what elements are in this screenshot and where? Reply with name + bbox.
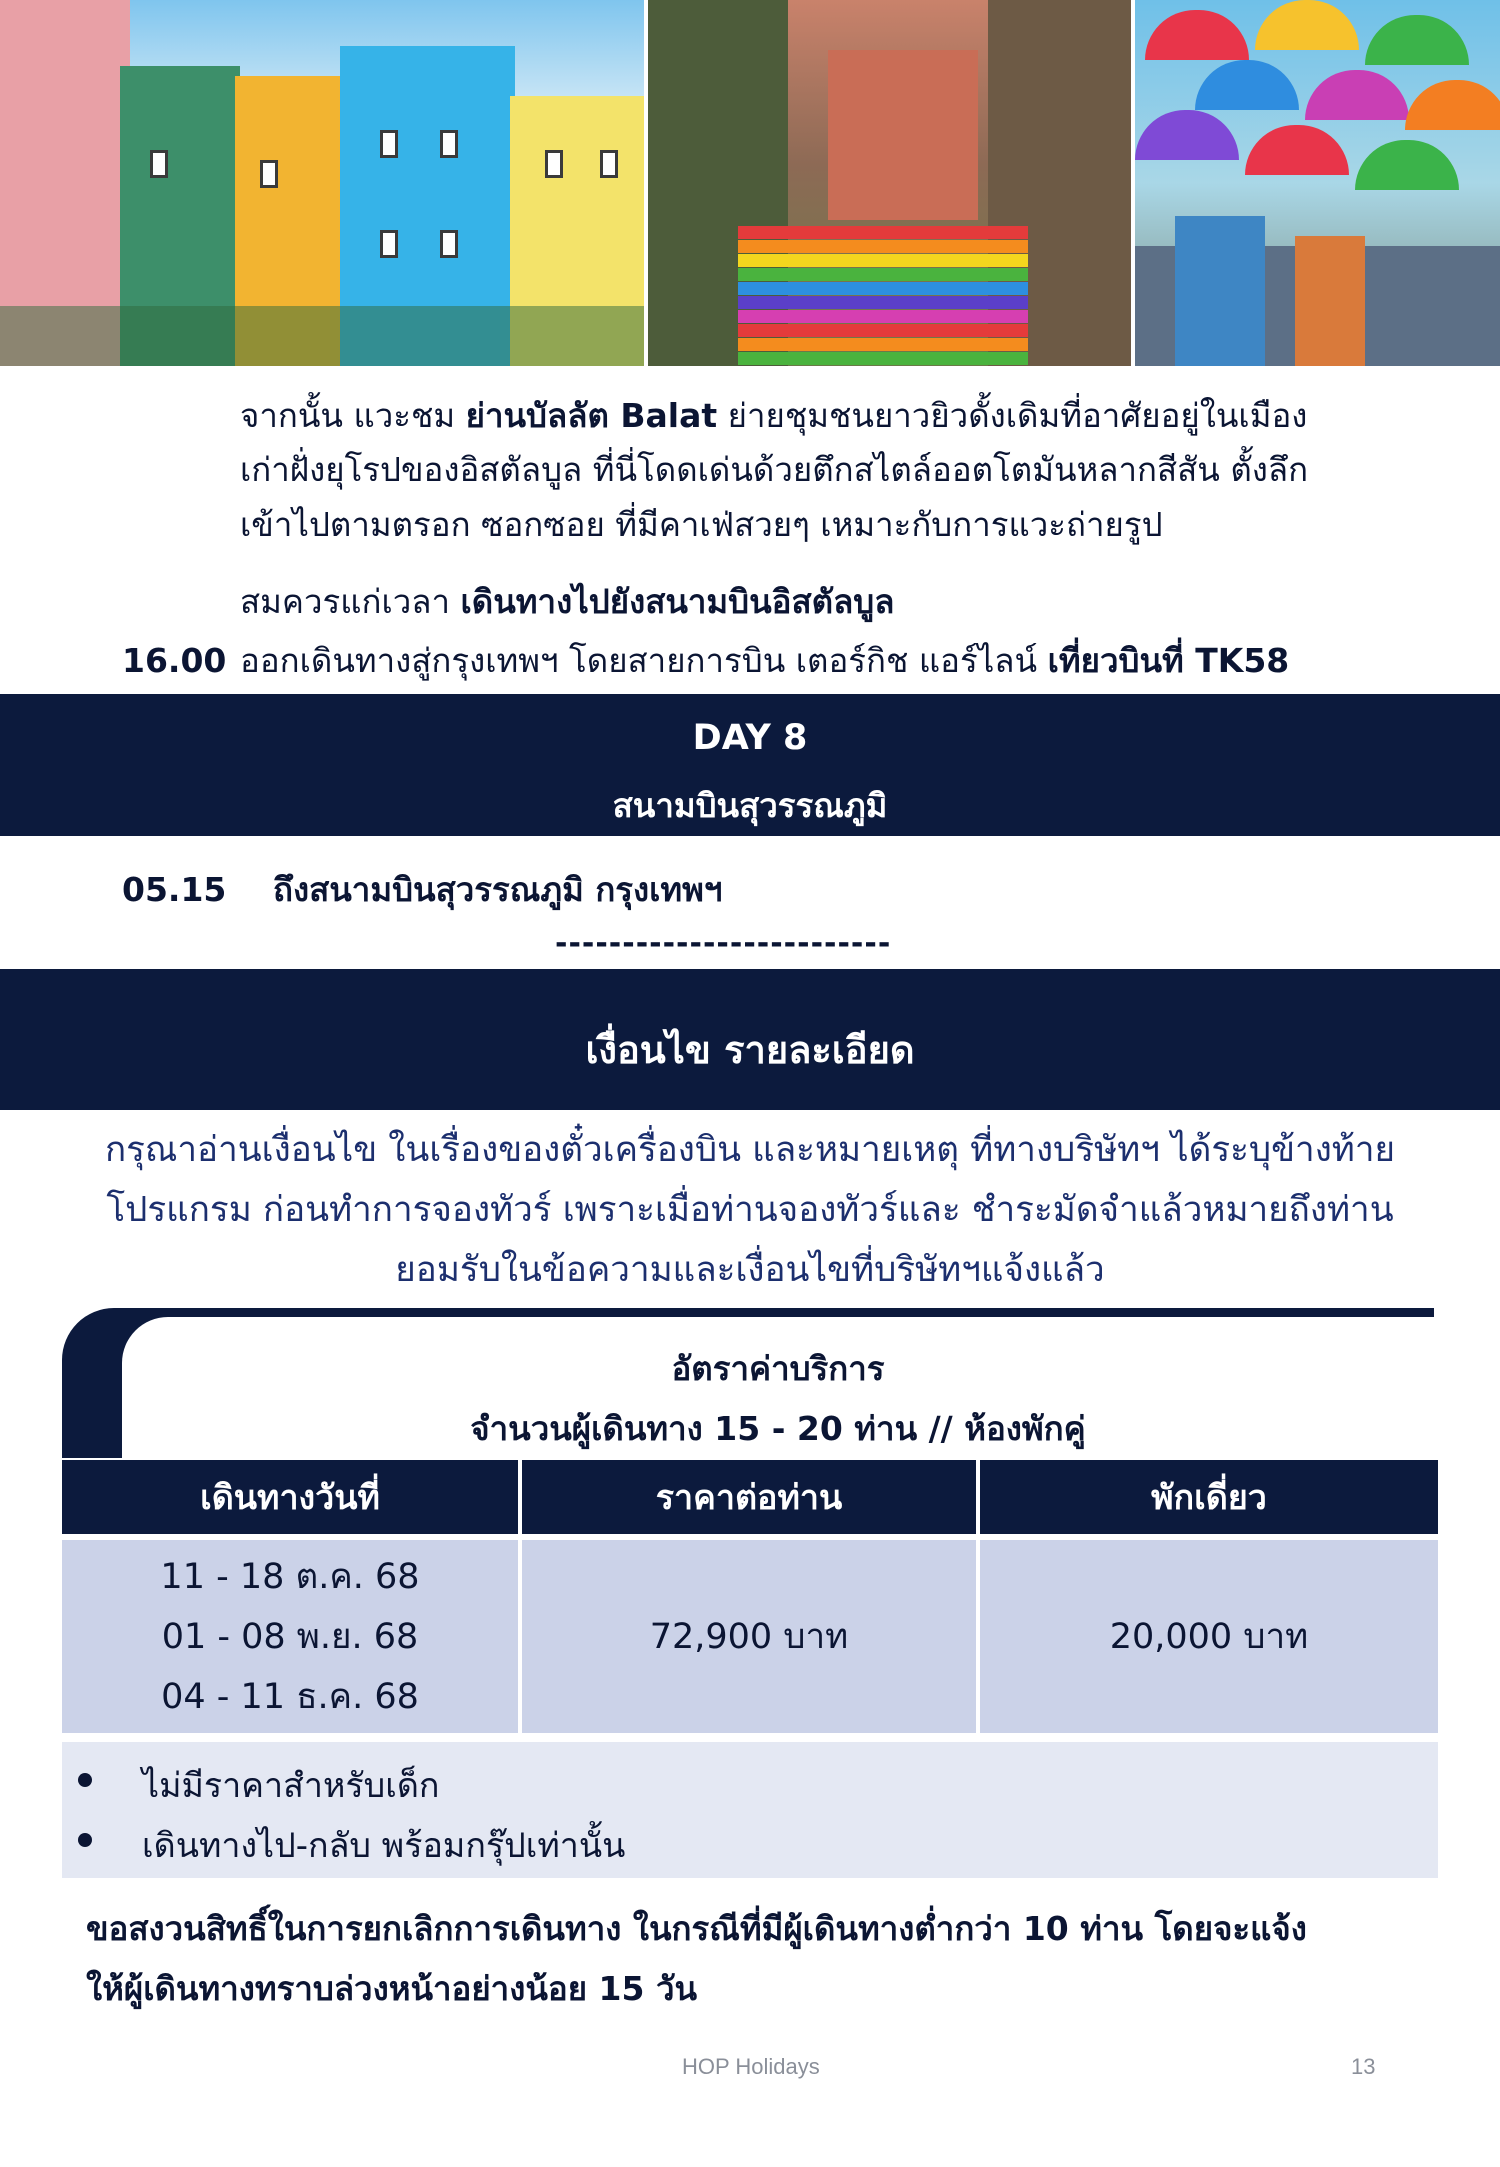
- intro-line-3: เข้าไปตามตรอก ซอกซอย ที่มีคาเฟ่สวยๆ เหมาะกับการแวะถ่ายรูป: [240, 505, 1163, 544]
- travel-dates-cell: [62, 1537, 520, 1733]
- intro-line-4: สมควรแก่เวลา เดินทางไปยังสนามบินอิสตัลบูล: [240, 582, 895, 621]
- balat-houses-photo: [0, 0, 644, 366]
- conditions-paragraph: [40, 1120, 1460, 1300]
- cancellation-note-line-1: ขอสงวนสิทธิ์ในการยกเลิกการเดินทาง ในกรณีที่มีผู้เดินทางต่ำกว่า 10 ท่าน โดยจะแจ้ง: [86, 1909, 1307, 1948]
- rate-table-header-row: [62, 1460, 1438, 1537]
- rate-subtitle: จำนวนผู้เดินทาง 15 - 20 ท่าน // ห้องพักคู่: [470, 1409, 1086, 1448]
- separator-dashes: -------------------------: [555, 926, 892, 961]
- table-row: [62, 1537, 1438, 1733]
- day8-subtitle: สนามบินสุวรรณภูมิ: [612, 786, 888, 825]
- intro-line-1: จากนั้น แวะชม ย่านบัลลัต Balat ย่ายชุมชนยาวยิวดั้งเดิมที่อาศัยอยู่ในเมือง: [240, 396, 1308, 435]
- cancellation-note-line-2: ให้ผู้เดินทางทราบล่วงหน้าอย่างน้อย 15 วัน: [86, 1969, 698, 2008]
- rate-notes: ไม่มีราคาสำหรับเด็ก เดินทางไป-กลับ พร้อมกรุ๊ปเท่านั้น: [62, 1742, 1438, 1878]
- intro-line-2: เก่าฝั่งยุโรปของอิสตัลบูล ที่นี่โดดเด่นด้วยตึกสไตล์ออตโตมันหลากสีสัน ตั้งลึก: [240, 450, 1309, 489]
- depart-text: ออกเดินทางสู่กรุงเทพฯ โดยสายการบิน เตอร์กิช แอร์ไลน์ เที่ยวบินที่ TK58: [240, 641, 1290, 680]
- conditions-title: เงื่อนไข รายละเอียด: [585, 1028, 915, 1072]
- single-supplement-cell: 20,000 บาท: [978, 1537, 1438, 1733]
- page-number: 13: [1351, 2054, 1376, 2079]
- flight-number: เที่ยวบินที่ TK58: [1047, 641, 1290, 680]
- conditions-line-1: กรุณาอ่านเงื่อนไข ในเรื่องของตั๋วเครื่องบิน และหมายเหตุ ที่ทางบริษัทฯ ได้ระบุข้างท้าย: [104, 1130, 1396, 1170]
- conditions-line-2: โปรแกรม ก่อนทำการจองทัวร์ เพราะเมื่อท่านจองทัวร์และ ชำระมัดจำแล้วหมายถึงท่าน: [106, 1190, 1394, 1230]
- bullet-icon: [78, 1833, 92, 1847]
- day8-title: DAY 8: [692, 718, 808, 758]
- footer-brand: HOP Holidays: [682, 2054, 820, 2079]
- bullet-icon: [78, 1773, 92, 1787]
- rate-table: [62, 1460, 1438, 1733]
- airport-highlight: เดินทางไปยังสนามบินอิสตัลบูล: [460, 582, 895, 621]
- balat-highlight: ย่านบัลลัต Balat: [465, 396, 718, 435]
- depart-time: 16.00: [122, 641, 227, 680]
- arrive-time: 05.15: [122, 870, 227, 909]
- col-header-single: พักเดี่ยว: [978, 1460, 1438, 1537]
- umbrella-street-photo: [1135, 0, 1500, 366]
- arrive-text: ถึงสนามบินสุวรรณภูมิ กรุงเทพฯ: [273, 870, 723, 909]
- photo-collage: [0, 0, 1500, 366]
- travel-date: 11 - 18 ต.ค. 68: [160, 1556, 420, 1597]
- travel-date: 01 - 08 พ.ย. 68: [161, 1616, 419, 1657]
- rainbow-stairs-photo: [648, 0, 1131, 366]
- price-cell: 72,900 บาท: [520, 1537, 978, 1733]
- conditions-line-3: ยอมรับในข้อความและเงื่อนไขที่บริษัทฯแจ้งแล้ว: [395, 1250, 1105, 1290]
- col-header-travel-date: เดินทางวันที่: [62, 1460, 520, 1537]
- travel-date: 04 - 11 ธ.ค. 68: [161, 1676, 419, 1717]
- rate-title: อัตราค่าบริการ: [671, 1349, 885, 1388]
- col-header-price: ราคาต่อท่าน: [520, 1460, 978, 1537]
